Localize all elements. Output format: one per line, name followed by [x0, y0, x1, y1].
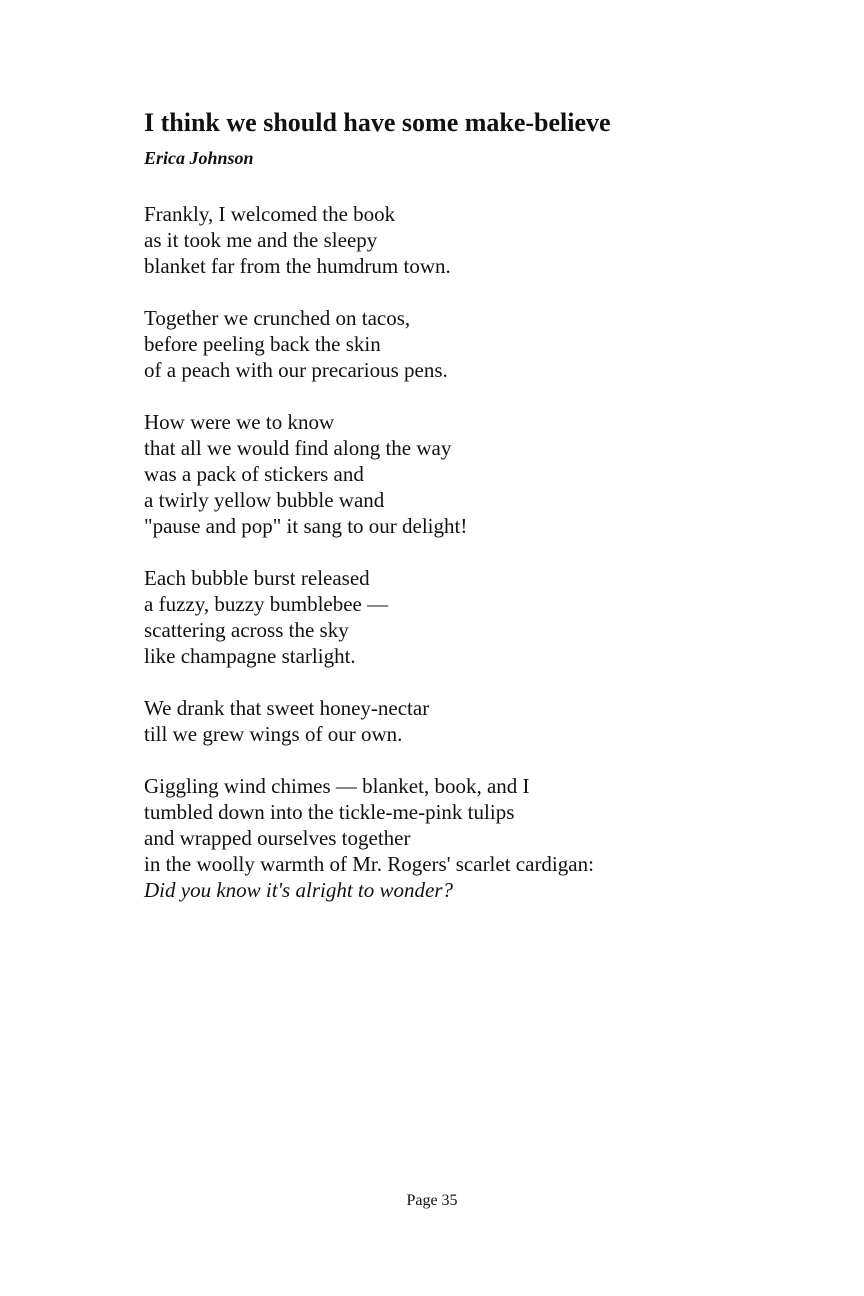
page-number: Page 35 — [406, 1192, 458, 1209]
poem-line: in the woolly warmth of Mr. Rogers' scarlet cardigan: — [144, 852, 594, 876]
poem-line: How were we to know — [144, 410, 335, 434]
poem-line: Together we crunched on tacos, — [144, 306, 411, 330]
poem-line: "pause and pop" it sang to our delight! — [144, 514, 468, 538]
poem-line: Giggling wind chimes — blanket, book, and I — [144, 774, 530, 798]
poem-line: Each bubble burst released — [144, 566, 370, 590]
poem-line: We drank that sweet honey-nectar — [144, 696, 430, 720]
poem-body — [144, 201, 784, 929]
poem-line: blanket far from the humdrum town. — [144, 254, 451, 278]
poem-line: Frankly, I welcomed the book — [144, 202, 396, 226]
stanza-6 — [144, 773, 784, 903]
poem-line: scattering across the sky — [144, 618, 349, 642]
poem-line: like champagne starlight. — [144, 644, 356, 668]
poem-line: a twirly yellow bubble wand — [144, 488, 385, 512]
poem-line: that all we would find along the way — [144, 436, 452, 460]
poem-line: before peeling back the skin — [144, 332, 381, 356]
stanza-4 — [144, 565, 784, 669]
poem-title: I think we should have some make-believe — [144, 108, 611, 137]
stanza-5 — [144, 695, 784, 747]
poem-line-italic: Did you know it's alright to wonder? — [144, 878, 453, 902]
poem-line: a fuzzy, buzzy bumblebee — — [144, 592, 389, 616]
poem-line: of a peach with our precarious pens. — [144, 358, 448, 382]
stanza-2 — [144, 305, 784, 383]
stanza-1 — [144, 201, 784, 279]
poem-line: till we grew wings of our own. — [144, 722, 403, 746]
poem-line: and wrapped ourselves together — [144, 826, 411, 850]
poem-line: tumbled down into the tickle-me-pink tulips — [144, 800, 515, 824]
poem-author: Erica Johnson — [144, 148, 254, 168]
poem-line: as it took me and the sleepy — [144, 228, 378, 252]
poem-line: was a pack of stickers and — [144, 462, 364, 486]
stanza-3 — [144, 409, 784, 539]
